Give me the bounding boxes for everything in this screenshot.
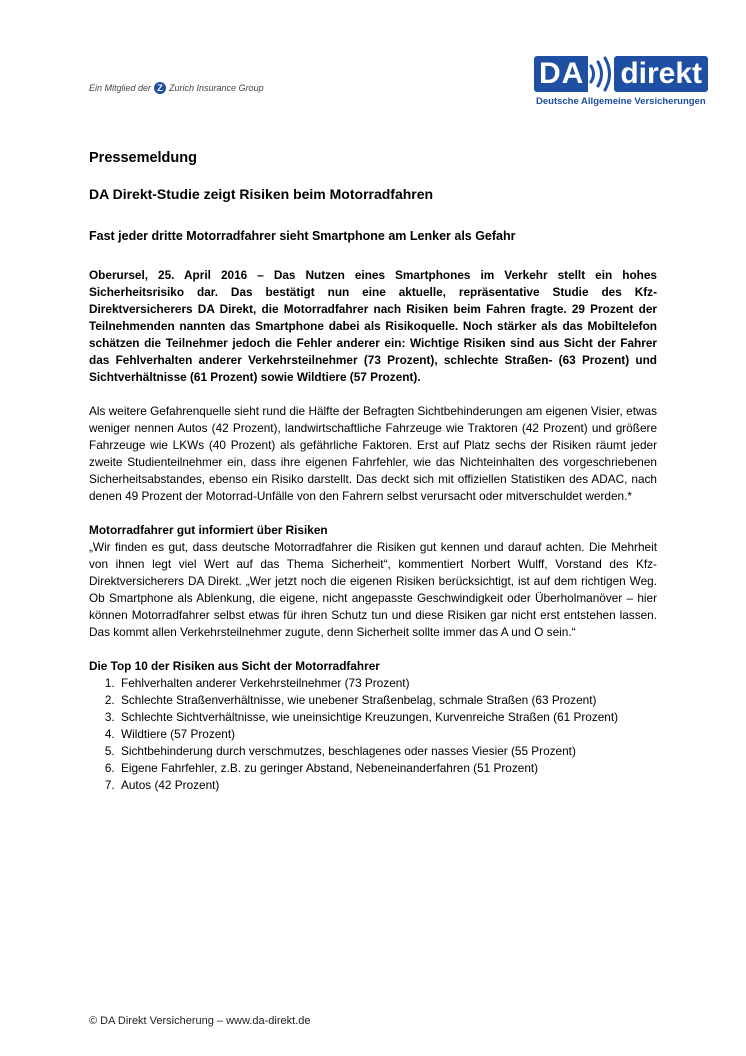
- list-item: 4. Wildtiere (57 Prozent): [118, 726, 657, 743]
- list-item: 6. Eigene Fahrfehler, z.B. zu geringer Abstand, Nebeneinanderfahren (51 Prozent): [118, 760, 657, 777]
- page-header: [0, 55, 746, 115]
- top-risks-list: [89, 675, 657, 794]
- list-item: 3. Schlechte Sichtverhältnisse, wie uneinsichtige Kreuzungen, Kurvenreiche Straßen (61 Prozent): [118, 709, 657, 726]
- document-title: DA Direkt-Studie zeigt Risiken beim Motorradfahren: [89, 186, 434, 202]
- list-item: 5. Sichtbehinderung durch verschmutzes, beschlagenes oder nasses Viesier (55 Prozent): [118, 743, 657, 760]
- logo-da-text: DA: [534, 56, 588, 92]
- list-item: 2. Schlechte Straßenverhältnisse, wie unebener Straßenbelag, schmale Straßen (63 Prozent): [118, 692, 657, 709]
- logo-tagline: Deutsche Allgemeine Versicherungen: [536, 96, 706, 107]
- group-membership-note: [89, 82, 264, 94]
- list-item: 1. Fehlverhalten anderer Verkehrsteilnehmer (73 Prozent): [118, 675, 657, 692]
- logo-direkt-text: direkt: [614, 56, 708, 92]
- list-item: 7. Autos (42 Prozent): [118, 777, 657, 794]
- da-direkt-logo: [534, 55, 729, 115]
- section-heading-risks-informed: Motorradfahrer gut informiert über Risiken: [89, 523, 328, 537]
- section-heading-top10: Die Top 10 der Risiken aus Sicht der Motorradfahrer: [89, 659, 380, 673]
- signal-waves-icon: [588, 56, 614, 92]
- lead-paragraph: Oberursel, 25. April 2016 – Das Nutzen eines Smartphones im Verkehr stellt ein hohes Sicherheitsrisiko dar. Das bestätigt nun eine aktuelle, repräsentative Studie des Kfz-Direktversicherers DA Direkt, die Motorradfahrer nach Risiken beim Fahren fragte. 29 Prozent der Teilnehmenden nannten das Smartphone dabei als Risikoquelle. Noch stärker als das Mobiltelefon schätzen die Teilnehmer jedoch die Fehler anderer ein: Wichtige Risiken sind aus Sicht der Fahrer das Fehlverhalten anderer Verkehrsteilnehmer (73 Prozent), schlechte Straßen- (63 Prozent) und Sichtverhältnisse (61 Prozent) sowie Wildtiere (57 Prozent).: [89, 268, 657, 384]
- member-suffix: Zurich Insurance Group: [169, 83, 264, 93]
- page-footer: © DA Direkt Versicherung – www.da-direkt.de: [89, 1015, 311, 1027]
- zurich-logo-icon: Z: [154, 82, 166, 94]
- member-prefix: Ein Mitglied der: [89, 83, 152, 93]
- section-paragraph-quote: „Wir finden es gut, dass deutsche Motorradfahrer die Risiken gut kennen und darauf achten. Die Mehrheit von ihnen legt viel Wert auf das Thema Sicherheit“, kommentiert Norbert Wulff, Vorstand des Kfz-Direktversicherers DA Direkt. „Wer jetzt noch die eigenen Risiken berücksichtigt, ist auf dem richtigen Weg. Ob Smartphone als Ablenkung, die eigene, nicht angepasste Geschwindigkeit oder Überholmanöver – hier können Motorradfahrer selbst etwas für ihren Schutz tun und diese Risiken gar nicht erst entstehen lassen. Das kommt allen Verkehrsteilnehmer zugute, denn Sicherheit sollte immer das A und O sein.“: [89, 540, 657, 639]
- document-label: Pressemeldung: [89, 150, 197, 166]
- document-subtitle: Fast jeder dritte Motorradfahrer sieht Smartphone am Lenker als Gefahr: [89, 229, 516, 243]
- body-paragraph-1: Als weitere Gefahrenquelle sieht rund die Hälfte der Befragten Sichtbehinderungen am eigenen Visier, etwas weniger nennen Autos (42 Prozent), landwirtschaftliche Fahrzeuge wie Traktoren (42 Prozent) und größere Fahrzeuge wie LKWs (40 Prozent) als gefährliche Faktoren. Erst auf Platz sechs der Risiken räumt jeder zweite Studienteilnehmer ein, dass ihre eigenen Fahrfehler, wie das Nichteinhalten des vorgeschriebenen Sicherheitsabstandes, ebenso ein Risiko darstellt. Das deckt sich mit offiziellen Statistiken des ADAC, nach denen 49 Prozent der Motorrad-Unfälle von den Fahrern selbst verursacht oder mitverschuldet werden.*: [89, 404, 657, 503]
- press-release-body: [89, 150, 657, 794]
